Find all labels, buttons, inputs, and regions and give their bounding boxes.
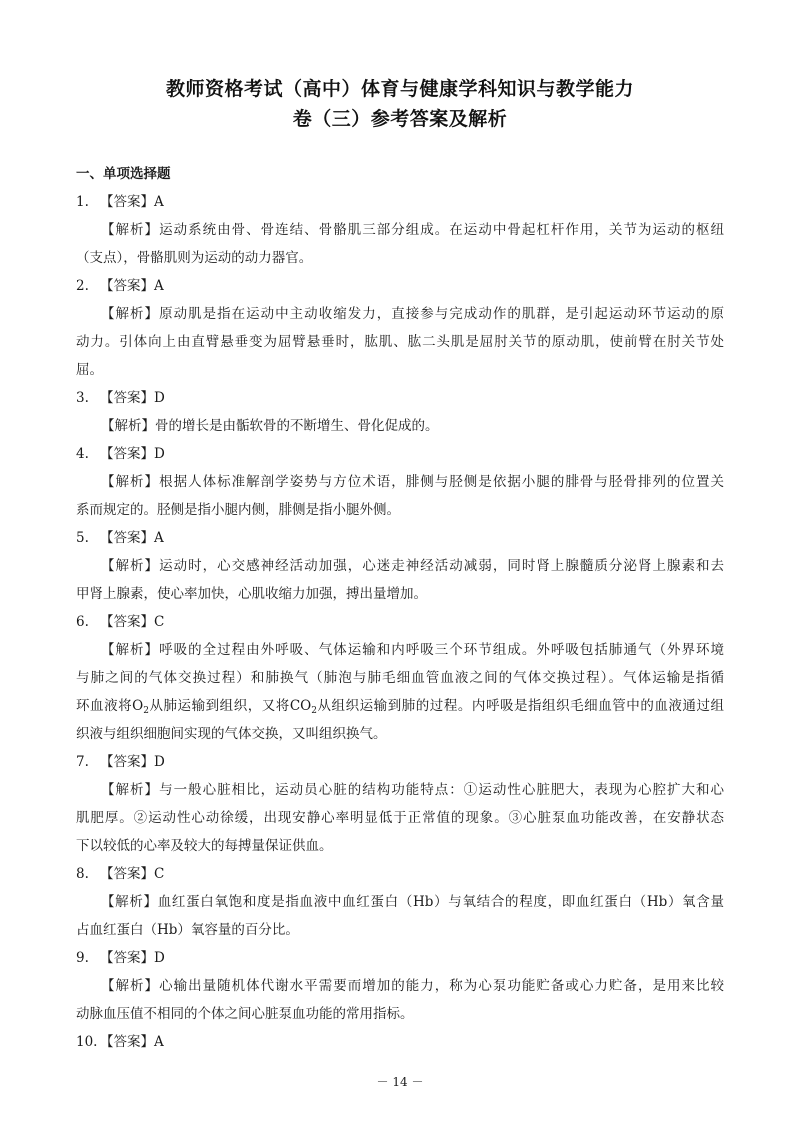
analysis-line [76, 412, 724, 440]
analysis-line [76, 664, 724, 692]
answer-label: 【答案】 [100, 754, 154, 770]
answer-line [76, 440, 724, 468]
analysis-label: 【解析】 [101, 642, 160, 658]
answer-line [76, 1028, 724, 1056]
analysis-line [76, 804, 724, 832]
answer-list [76, 188, 724, 1056]
answer-line [76, 188, 724, 216]
answer-line [76, 748, 724, 776]
analysis-text: 呼吸的全过程由外呼吸、气体运输和内呼吸三个环节组成。外呼吸包括肺通气（外界环境 [159, 642, 725, 658]
answer-label: 【答案】 [100, 278, 154, 294]
answer-label: 【答案】 [100, 390, 154, 406]
answer-label: 【答案】 [100, 530, 154, 546]
analysis-text: 屈。 [76, 362, 103, 378]
analysis-line [76, 832, 724, 860]
analysis-label: 【解析】 [101, 474, 160, 490]
analysis-label: 【解析】 [101, 782, 160, 798]
analysis-text: 肌肥厚。②运动性心动徐缓，出现安静心率明显低于正常值的现象。③心脏泵血功能改善，在安静状态 [76, 810, 724, 826]
analysis-line [76, 580, 724, 608]
answer-value: A [154, 194, 164, 210]
item-number: 4. [76, 446, 89, 462]
answer-value: A [154, 1034, 164, 1050]
analysis-text: 运动系统由骨、骨连结、骨骼肌三部分组成。在运动中骨起杠杆作用，关节为运动的枢纽 [159, 222, 725, 238]
analysis-text: 与一般心脏相比，运动员心脏的结构功能特点：①运动性心脏肥大，表现为心腔扩大和心 [159, 782, 725, 798]
analysis-label: 【解析】 [101, 978, 160, 994]
section-heading: 一、单项选择题 [76, 166, 171, 182]
analysis-line [76, 972, 724, 1000]
analysis-text: 运动时，心交感神经活动加强，心迷走神经活动减弱，同时肾上腺髓质分泌肾上腺素和去 [159, 558, 725, 574]
analysis-line [76, 552, 724, 580]
analysis-text: 心输出量随机体代谢水平需要而增加的能力，称为心泵功能贮备或心力贮备，是用来比较 [159, 978, 725, 994]
analysis-text: （支点），骨骼肌则为运动的动力器官。 [76, 250, 313, 266]
item-number: 7. [76, 754, 89, 770]
answer-value: D [154, 754, 165, 770]
item-number: 3. [76, 390, 89, 406]
item-number: 1. [76, 194, 89, 210]
analysis-text: 骨的增长是由骺软骨的不断增生、骨化促成的。 [155, 418, 439, 434]
analysis-text: 甲肾上腺素，使心率加快，心肌收缩力加强，搏出量增加。 [76, 586, 427, 602]
analysis-label: 【解析】 [101, 558, 160, 574]
analysis-label: 【解析】 [101, 894, 158, 910]
analysis-line [76, 468, 724, 496]
answer-line [76, 272, 724, 300]
answer-value: A [154, 530, 164, 546]
document-title-line1: 教师资格考试（高中）体育与健康学科知识与教学能力 [165, 78, 634, 100]
analysis-label: 【解析】 [101, 418, 155, 434]
answer-line [76, 608, 724, 636]
analysis-text: 系而规定的。胫侧是指小腿内侧，腓侧是指小腿外侧。 [76, 502, 400, 518]
item-number: 6. [76, 614, 89, 630]
item-number: 10. [76, 1034, 98, 1050]
analysis-line [76, 244, 724, 272]
document-title-line2: 卷（三）参考答案及解析 [292, 108, 508, 130]
analysis-line [76, 888, 724, 916]
analysis-text: 血红蛋白氧饱和度是指血液中血红蛋白（Hb）与氧结合的程度，即血红蛋白（Hb）氧含量 [157, 894, 724, 910]
answer-line [76, 524, 724, 552]
answer-line [76, 944, 724, 972]
analysis-line [76, 356, 724, 384]
answer-label: 【答案】 [100, 1034, 154, 1050]
analysis-text: 织液与组织细胞间实现的气体交换，又叫组织换气。 [76, 726, 387, 742]
analysis-line [76, 776, 724, 804]
answer-label: 【答案】 [100, 866, 154, 882]
item-number: 9. [76, 950, 89, 966]
analysis-line [76, 496, 724, 524]
answer-value: A [154, 278, 164, 294]
answer-label: 【答案】 [100, 446, 154, 462]
answer-value: C [154, 614, 165, 630]
analysis-text: 原动肌是指在运动中主动收缩发力，直接参与完成动作的肌群，是引起运动环节运动的原 [159, 306, 725, 322]
analysis-text: 动力。引体向上由直臂悬垂变为屈臂悬垂时，肱肌、肱二头肌是屈肘关节的原动肌，使前臂在肘关节处 [76, 334, 724, 350]
answer-label: 【答案】 [100, 614, 154, 630]
answer-line [76, 384, 724, 412]
analysis-text: 与肺之间的气体交换过程）和肺换气（肺泡与肺毛细血管血液之间的气体交换过程）。气体运输是指循 [76, 670, 724, 686]
analysis-line [76, 328, 724, 356]
analysis-line [76, 692, 724, 720]
analysis-line [76, 916, 724, 944]
item-number: 2. [76, 278, 89, 294]
answer-label: 【答案】 [100, 194, 154, 210]
item-number: 5. [76, 530, 89, 546]
item-number: 8. [76, 866, 89, 882]
answer-value: C [154, 866, 165, 882]
answer-value: D [154, 390, 165, 406]
analysis-line [76, 1000, 724, 1028]
analysis-line [76, 216, 724, 244]
analysis-label: 【解析】 [101, 222, 160, 238]
answer-value: D [154, 950, 165, 966]
analysis-line [76, 636, 724, 664]
analysis-line [76, 720, 724, 748]
answer-label: 【答案】 [100, 950, 154, 966]
analysis-text: 根据人体标准解剖学姿势与方位术语，腓侧与胫侧是依据小腿的腓骨与胫骨排列的位置关 [159, 474, 725, 490]
analysis-text: 动脉血压值不相同的个体之间心脏泵血功能的常用指标。 [76, 1006, 414, 1022]
analysis-text: 环血液将$O_2$从肺运输到组织，又将$CO_2$从组织运输到肺的过程。内呼吸是指组织毛细血管中的血液通过组 [76, 698, 725, 716]
answer-line [76, 860, 724, 888]
answer-value: D [154, 446, 165, 462]
analysis-text: 下以较低的心率及较大的每搏量保证供血。 [76, 838, 333, 854]
analysis-label: 【解析】 [101, 306, 160, 322]
analysis-line [76, 300, 724, 328]
page-number: － 14 － [376, 1075, 424, 1089]
analysis-text: 占血红蛋白（Hb）氧容量的百分比。 [76, 922, 299, 938]
